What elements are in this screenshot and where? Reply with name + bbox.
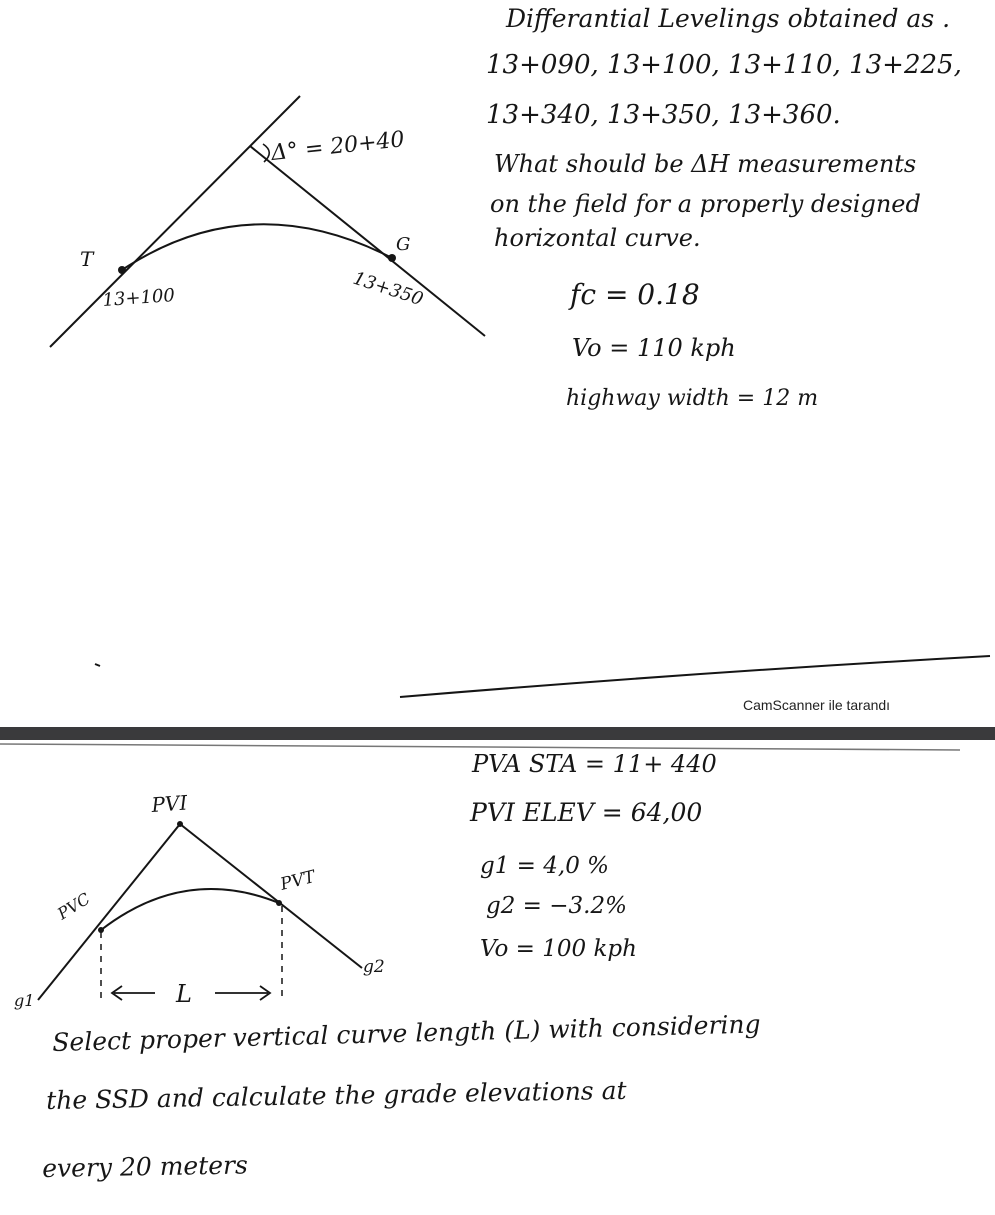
- pvc-label: PVC: [54, 888, 94, 924]
- vertical-curve-arc: [101, 889, 279, 930]
- given-pvi-elevation: PVI ELEV = 64,00: [470, 798, 703, 827]
- forward-tangent-line: [250, 146, 485, 336]
- given-pvi-station: PVA STA = 11+ 440: [472, 750, 717, 778]
- tangent-point-g: [388, 254, 396, 262]
- question-line-4: What should be ΔH measurements: [494, 150, 917, 178]
- back-tangent-line: [50, 96, 300, 347]
- g2-label: g2: [363, 957, 385, 977]
- question-line-3: every 20 meters: [41, 1150, 249, 1183]
- horizontal-curve-arc: [122, 224, 392, 270]
- tangent-point-t: [118, 266, 126, 274]
- given-grade-g1: g1 = 4,0 %: [480, 853, 609, 879]
- grade-g2-line: [180, 824, 362, 968]
- pvi-label: PVI: [150, 790, 189, 817]
- point-g-label: G: [396, 234, 411, 255]
- scan-mark: [95, 664, 100, 666]
- length-label: L: [176, 980, 192, 1008]
- given-fc: fc = 0.18: [570, 278, 700, 311]
- pvt-point: [276, 900, 282, 906]
- question-line-1: Select proper vertical curve length (L) with considering: [51, 1009, 761, 1057]
- given-design-speed: Vo = 100 kph: [480, 936, 637, 962]
- point-t-label: T: [80, 247, 94, 271]
- given-grade-g2: g2 = −3.2%: [486, 893, 627, 919]
- station-t-label: 13+100: [101, 284, 176, 311]
- scanner-watermark: CamScanner ile tarandı: [743, 697, 891, 713]
- page-separator: [0, 727, 995, 740]
- station-g-label: 13+350: [350, 267, 426, 311]
- question-line-6: horizontal curve.: [494, 224, 701, 252]
- page-edge-line: [400, 656, 990, 697]
- question-line-2: the SSD and calculate the grade elevations at: [45, 1075, 627, 1115]
- delta-angle-label: Δ° = 20+40: [270, 127, 406, 166]
- deflection-angle-arc: [263, 144, 269, 162]
- given-design-speed: Vo = 110 kph: [572, 334, 736, 362]
- given-highway-width: highway width = 12 m: [566, 386, 819, 411]
- question-line-1: Differantial Levelings obtained as .: [506, 4, 951, 33]
- pvi-point: [177, 821, 183, 827]
- scan-page-2: [0, 740, 995, 1215]
- question-line-2: 13+090, 13+100, 13+110, 13+225,: [486, 50, 962, 80]
- pvt-label: PVT: [278, 866, 318, 895]
- g1-label: g1: [14, 991, 35, 1010]
- question-line-3: 13+340, 13+350, 13+360.: [486, 100, 841, 130]
- question-line-5: on the field for a properly designed: [490, 190, 921, 218]
